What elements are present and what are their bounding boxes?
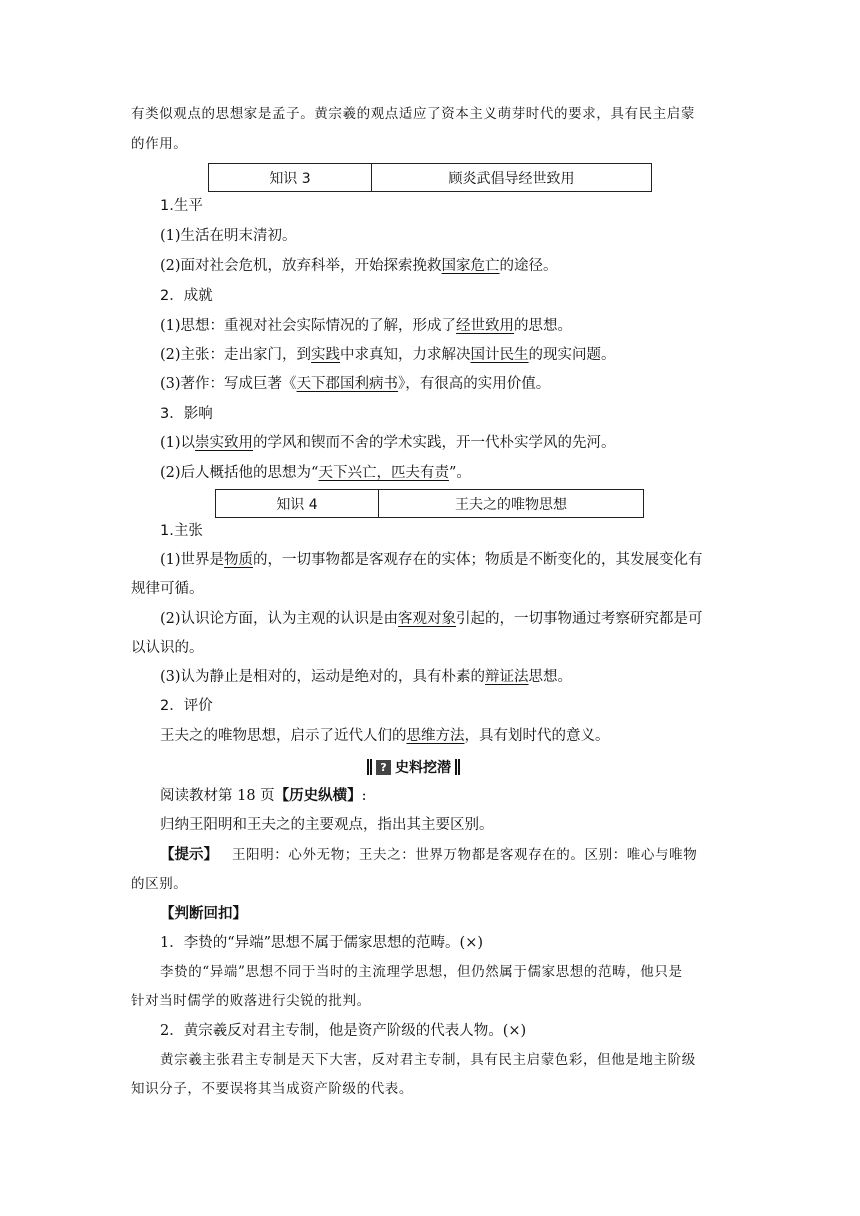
judge-question-2: 2．黄宗羲反对君主专制，他是资产阶级的代表人物。(×) <box>160 1023 527 1039</box>
text-run: (1)思想：重视对社会实际情况的了解，形成了 <box>160 318 457 334</box>
underlined-answer: 物质 <box>224 552 254 568</box>
k3-s1-para-2 <box>160 256 558 276</box>
text-run: 阅读教材第 18 页 <box>160 788 275 804</box>
text-run: ”。 <box>448 465 471 481</box>
text-run: 思想。 <box>528 669 573 685</box>
k4-para-3 <box>160 667 572 687</box>
judge-section-title: 【判断回扣】 <box>160 906 247 922</box>
hint-line-1 <box>160 845 697 865</box>
shiliao-section-tag <box>367 757 460 777</box>
text-run: 的学风和锲而不舍的学术实践，开一代朴实学风的先河。 <box>253 435 616 451</box>
k3-s2-para-2 <box>160 345 616 365</box>
intro-line-1: 有类似观点的思想家是孟子。黄宗羲的观点适应了资本主义萌芽时代的要求，具有民主启蒙 <box>131 106 695 122</box>
text-run: 【历史纵横】 <box>274 788 362 804</box>
underlined-answer: 辩证法 <box>485 669 529 685</box>
k3-s2-para-3 <box>160 374 550 394</box>
k4-para-2-line-2: 以认识的。 <box>131 640 204 656</box>
knowledge-3-header <box>208 163 652 192</box>
text-run: (1)以 <box>160 435 196 451</box>
k4-para-1-line-1 <box>160 550 703 570</box>
k4-para-1-line-2: 规律可循。 <box>131 581 204 597</box>
knowledge-4-title: 王夫之的唯物思想 <box>379 490 644 518</box>
text-run: 》，有很高的实用价值。 <box>398 376 551 392</box>
k4-section-1-heading: 1.主张 <box>160 523 203 539</box>
text-run: (3)著作：写成巨著《 <box>160 376 297 392</box>
text-run: (3)认为静止是相对的，运动是绝对的，具有朴素的 <box>160 669 486 685</box>
underlined-answer: 思维方法 <box>406 728 465 744</box>
k3-section-3-heading: 3．影响 <box>160 406 213 422</box>
k4-para-4 <box>160 726 610 746</box>
text-run: : <box>361 788 367 804</box>
underlined-answer: 天下郡国利病书 <box>296 376 399 392</box>
k4-para-2-line-1 <box>160 609 703 629</box>
underlined-answer: 实践 <box>311 347 341 363</box>
k3-s1-para-1: (1)生活在明末清初。 <box>160 228 297 244</box>
underlined-answer: 国计民生 <box>470 347 529 363</box>
judge-explanation-1-line-1: 李贽的“异端”思想不同于当时的主流理学思想，但仍然属于儒家思想的范畴，他只是 <box>160 964 683 980</box>
judge-question-1: 1．李贽的“异端”思想不属于儒家思想的范畴。(×) <box>160 935 484 951</box>
hint-label: 【提示】 <box>160 847 218 863</box>
knowledge-4-label: 知识 4 <box>216 490 379 518</box>
text-run: (2)面对社会危机，放弃科举，开始探索挽救 <box>160 258 442 274</box>
text-run: (2)后人概括他的思想为“ <box>160 465 319 481</box>
k3-s3-para-1 <box>160 433 616 453</box>
k3-section-1-heading: 1.生平 <box>160 198 203 214</box>
text-run: ，具有划时代的意义。 <box>464 728 610 744</box>
text-run: 的，一切事物都是客观存在的实体；物质是不断变化的，其发展变化有 <box>253 552 703 568</box>
knowledge-4-header <box>215 489 644 518</box>
underlined-answer: 经世致用 <box>456 318 515 334</box>
knowledge-3-title: 顾炎武倡导经世致用 <box>372 164 652 192</box>
hint-line-2: 的区别。 <box>131 876 188 892</box>
intro-line-2: 的作用。 <box>131 136 188 152</box>
underlined-answer: 天下兴亡，匹夫有责 <box>318 465 449 481</box>
knowledge-3-label: 知识 3 <box>209 164 372 192</box>
reading-task: 归纳王阳明和王夫之的主要观点，指出其主要区别。 <box>160 817 494 833</box>
text-run: (2)主张：走出家门，到 <box>160 347 312 363</box>
double-bar-icon <box>367 759 372 775</box>
text-run: 的思想。 <box>514 318 573 334</box>
judge-explanation-2-line-2: 知识分子，不要误将其当成资产阶级的代表。 <box>131 1081 413 1097</box>
underlined-answer: 崇实致用 <box>195 435 254 451</box>
text-run: (2)认识论方面，认为主观的认识是由 <box>160 611 399 627</box>
text-run: 的途径。 <box>499 258 558 274</box>
k3-section-2-heading: 2．成就 <box>160 288 213 304</box>
k3-s2-para-1 <box>160 316 572 336</box>
reading-instruction <box>160 786 367 806</box>
k4-section-2-heading: 2．评价 <box>160 698 213 714</box>
text-run: (1)世界是 <box>160 552 225 568</box>
text-run: 的现实问题。 <box>528 347 616 363</box>
judge-explanation-1-line-2: 针对当时儒学的败落进行尖锐的批判。 <box>131 993 371 1009</box>
question-box-icon: ? <box>376 760 391 775</box>
underlined-answer: 国家危亡 <box>441 258 500 274</box>
text-run: 引起的，一切事物通过考察研究都是可 <box>456 611 703 627</box>
k3-s3-para-2 <box>160 463 471 483</box>
double-bar-icon <box>455 759 460 775</box>
text-run: 中求真知，力求解决 <box>340 347 471 363</box>
shiliao-label: 史料挖潜 <box>395 760 451 776</box>
text-run: 王夫之的唯物思想，启示了近代人们的 <box>160 728 407 744</box>
underlined-answer: 客观对象 <box>398 611 457 627</box>
judge-explanation-2-line-1: 黄宗羲主张君主专制是天下大害，反对君主专制，具有民主启蒙色彩，但他是地主阶级 <box>160 1052 696 1068</box>
hint-text: 王阳明：心外无物；王夫之：世界万物都是客观存在的。区别：唯心与唯物 <box>232 847 698 863</box>
